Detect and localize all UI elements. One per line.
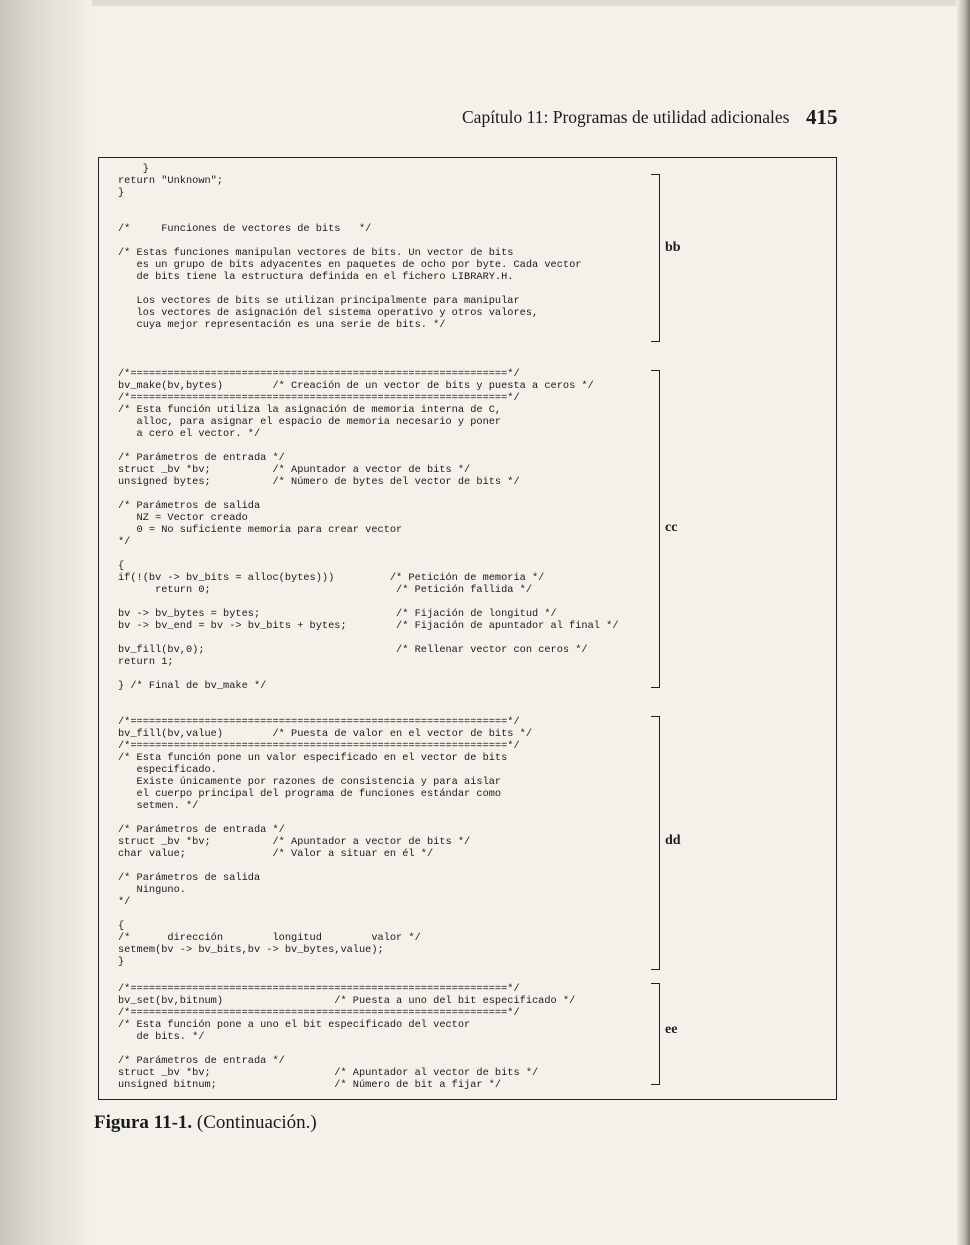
page-top-edge <box>0 0 970 6</box>
code-block-dd: /*=============================================================*/ bv_fill(bv,value) /* Puesta de valor en el vector de bits */ /*=============================================================*/ /* Esta función pone un valor especificado en el vector de bits especificado. Existe únicamente por razones de consistencia y para aislar el cuerpo principal del programa de funciones estándar como setmen. */ /* Parámetros de entrada */ struct _bv *bv; /* Apuntador a vector de bits */ char value; /* Valor a situar en él */ /* Parámetros de salida Ninguno. */ { /* dirección longitud valor */ setmem(bv -> bv_bits,bv -> bv_bytes,value); } <box>118 716 533 968</box>
book-spine-shadow <box>0 0 92 1245</box>
figure-number: Figura 11-1. <box>94 1112 193 1133</box>
figure-caption <box>94 1112 317 1134</box>
page-number: 415 <box>806 105 838 129</box>
code-block-bb: } return "Unknown"; } /* Funciones de vectores de bits */ /* Estas funciones manipulan vectores de bits. Un vector de bits es un grupo de bits adyacentes en paquetes de ocho por byte. Cada vector de bits tiene la estructura definida en el fichero LIBRARY.H. Los vectores de bits se utilizan principalmente para manipular los vectores de asignación del sistema operativo y otros valores, cuya mejor representación es una serie de bits. */ <box>118 163 582 331</box>
bracket-label-bb: bb <box>665 240 681 255</box>
chapter-title: Capítulo 11: Programas de utilidad adicionales <box>462 107 790 127</box>
figure-caption-text: (Continuación.) <box>196 1112 317 1133</box>
bracket-cc <box>651 370 660 688</box>
bracket-label-cc: cc <box>665 520 678 535</box>
bracket-ee <box>651 983 660 1085</box>
code-block-cc: /*=============================================================*/ bv_make(bv,bytes) /* Creación de un vector de bits y puesta a ceros */ /*=============================================================*/ /* Esta función utiliza la asignación de memoria interna de C, alloc, para asignar el espacio de memoria necesario y poner a cero el vector. */ /* Parámetros de entrada */ struct _bv *bv; /* Apuntador a vector de bits */ unsigned bytes; /* Número de bytes del vector de bits */ /* Parámetros de salida NZ = Vector creado 0 = No suficiente memoria para crear vector */ { if(!(bv -> bv_bits = alloc(bytes))) /* Petición de memoria */ return 0; /* Petición fallida */ bv -> bv_bytes = bytes; /* Fijación de longitud */ bv -> bv_end = bv -> bv_bits + bytes; /* Fijación de apuntador al final */ bv_fill(bv,0); /* Rellenar vector con ceros */ return 1; } /* Final de bv_make */ <box>118 368 619 692</box>
bracket-dd <box>651 716 660 970</box>
bracket-label-dd: dd <box>665 833 681 848</box>
page-right-edge <box>956 0 970 1245</box>
page-header <box>462 105 842 135</box>
bracket-bb <box>651 174 660 342</box>
bracket-label-ee: ee <box>665 1022 678 1037</box>
code-block-ee: /*=============================================================*/ bv_set(bv,bitnum) /* Puesta a uno del bit especificado */ /*=============================================================*/ /* Esta función pone a uno el bit especificado del vector de bits. */ /* Parámetros de entrada */ struct _bv *bv; /* Apuntador al vector de bits */ unsigned bitnum; /* Número de bit a fijar */ <box>118 983 576 1091</box>
